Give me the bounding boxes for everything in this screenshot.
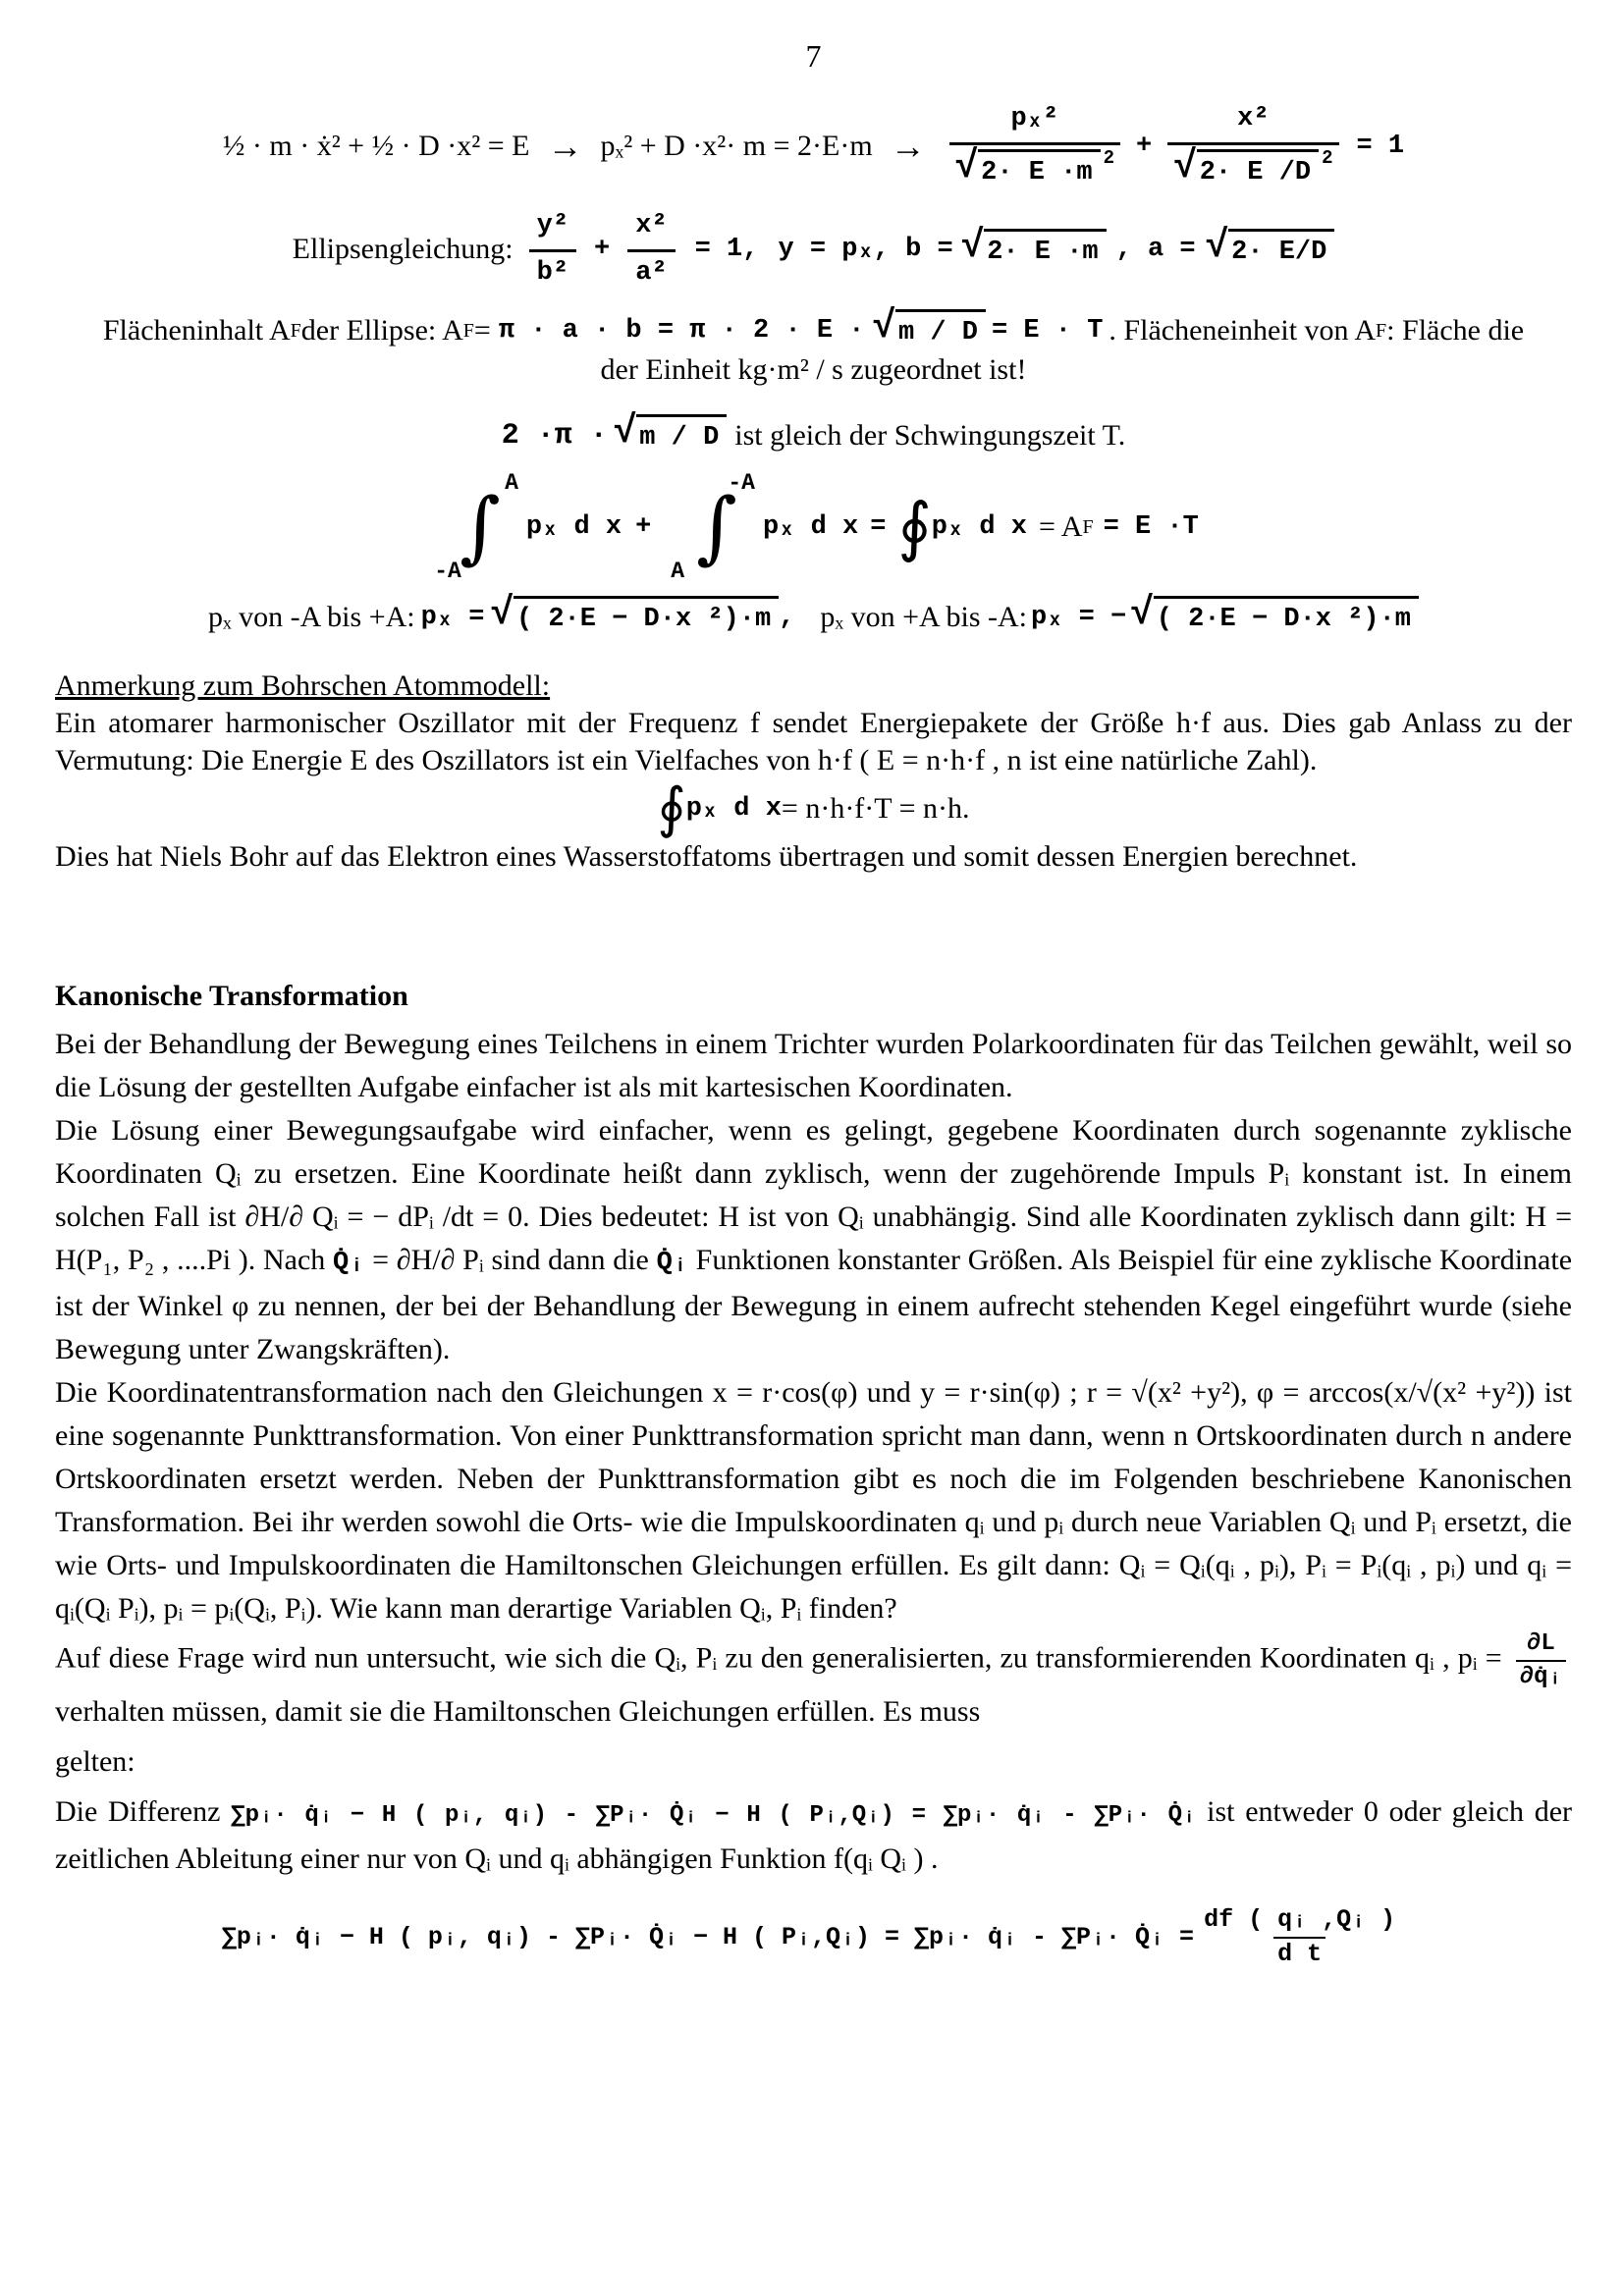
subscript-F: F [290, 319, 301, 342]
area-mono2: = E · T [992, 315, 1104, 346]
difference-formula: ∑pᵢ· q̇ᵢ − H ( pᵢ, qᵢ) - ∑Pᵢ· Q̇ᵢ − H ( Pᵢ,Qᵢ) = ∑pᵢ· q̇ᵢ - ∑Pᵢ· Q̇ᵢ = [221, 1922, 1195, 1951]
canonical-heading: Kanonische Transformation [55, 980, 408, 1012]
formula-action-integral [55, 466, 1572, 588]
integral-1 [434, 466, 520, 588]
y-definition: y = pₓ, b = [778, 235, 953, 264]
fraction-denominator [1167, 142, 1338, 191]
integrand-1: pₓ d x [525, 512, 622, 542]
branch2-label: pₓ von +A bis -A: [820, 600, 1028, 633]
fraction-numerator: df ( qᵢ ,Qᵢ ) [1204, 1905, 1396, 1935]
fraction-numerator: x² [635, 211, 668, 240]
exponent: 2 [1103, 147, 1114, 169]
sqrt-icon: √ [1130, 591, 1154, 635]
fraction-numerator: ∂L [1526, 1630, 1555, 1657]
exponent: 2 [1322, 147, 1333, 169]
sqrt-icon: √ [960, 223, 985, 268]
sqrt-radicand: 2· E /D [1197, 149, 1319, 191]
equals-AF: = A [1039, 510, 1083, 543]
bohr-paragraph-1: Ein atomarer harmonischer Oszillator mit der Frequenz f sendet Energiepakete der Größe h·f aus. Dies gab Anlass zu der Vermutung: Die Energie E des Oszillators ist ein Vielfaches von h·f ( E = n·h·f , n ist eine natürliche Zahl). [55, 707, 1572, 776]
subscript-F: F [462, 319, 474, 342]
quantization-rhs: = n·h·f·T = n·h. [781, 792, 970, 825]
branch1-label: pₓ von -A bis +A: [207, 600, 415, 633]
integral-upper-limit: A [505, 470, 518, 496]
subscript-F: F [1376, 319, 1387, 342]
sqrt-branch1 [490, 591, 779, 638]
bohr-paragraph-2: Dies hat Niels Bohr auf das Elektron eines Wasserstoffatoms übertragen und somit dessen Energien berechnet. [55, 840, 1358, 873]
sqrt-m-d [613, 409, 728, 456]
integral-2 [671, 466, 757, 588]
sqrt-radicand: ( 2·E − D·x ²)·m [1154, 596, 1419, 638]
comma: , [779, 602, 795, 632]
p4-text-a: Auf diese Frage wird nun untersucht, wie sich die Qᵢ, Pᵢ zu den generalisierten, zu transformierenden Koordinaten qᵢ , pᵢ = [55, 1641, 1510, 1675]
sqrt-icon: √ [1173, 144, 1197, 188]
partial-derivative-fraction [1516, 1630, 1566, 1690]
sqrt-a [1205, 223, 1335, 271]
integrand: pₓ d x [685, 794, 782, 824]
period-text: ist gleich der Schwingungszeit T. [734, 418, 1126, 452]
equals-sign: = [870, 512, 887, 542]
equals-one: = 1 [1356, 131, 1405, 161]
formula-bohr-quantization [55, 776, 1572, 840]
area-pre: Flächeninhalt A [102, 313, 291, 347]
integral-lower-limit: A [671, 559, 685, 584]
fraction-denominator: d t [1273, 1937, 1325, 1969]
area-post: . Flächeneinheit von A [1109, 313, 1377, 347]
integral-icon: ∫ [696, 481, 737, 572]
ellipse-label: Ellipsengleichung: [292, 233, 514, 265]
subscript-F: F [1082, 516, 1094, 538]
equals-one: = 1, [694, 235, 759, 264]
integral-icon: ∫ [460, 481, 501, 572]
contour-integral-icon: ∮ [897, 489, 932, 564]
contour-integral-icon: ∮ [657, 776, 686, 840]
formula-area-line2: der Einheit kg·m² / s zugeordnet ist! [600, 353, 1027, 386]
arrow-right-icon: → [890, 126, 926, 166]
sqrt-icon: √ [1205, 223, 1229, 268]
section-canonical [55, 978, 1572, 1969]
a-separator: , a = [1115, 235, 1196, 264]
sqrt-radicand: m / D [636, 414, 727, 456]
area-equals: = [473, 313, 491, 347]
sqrt-expression [954, 144, 1101, 191]
integrand-2: pₓ d x [762, 512, 859, 542]
branch2-lhs: pₓ = − [1031, 602, 1127, 632]
q-dot-token: Q̇ᵢ [333, 1249, 365, 1278]
p5-text-b: ist entweder 0 oder gleich der zeitlichen Ableitung einer nur von Qᵢ und qᵢ abhängigen Funktion f(qᵢ Qᵢ ) . [55, 1795, 1572, 1876]
arrow-right-icon: → [547, 126, 583, 166]
sqrt-icon: √ [490, 591, 514, 635]
fraction-numerator: y² [536, 211, 569, 240]
fraction-px [949, 100, 1120, 191]
formula-ellipse [55, 207, 1572, 292]
df-dt-fraction [1200, 1906, 1399, 1969]
fraction-denominator: ∂q̇ᵢ [1516, 1660, 1566, 1691]
formula-difference-final [55, 1906, 1572, 1969]
area-mid: der Ellipse: A [300, 313, 463, 347]
formula-period [55, 409, 1572, 456]
sqrt-icon: √ [954, 144, 979, 188]
bohr-heading: Anmerkung zum Bohrschen Atommodell: [55, 669, 551, 702]
canonical-paragraph-5 [55, 1790, 1572, 1881]
p2-text-c: Funktionen konstanter Größen. Als Beispiel für eine zyklische Koordinate ist der Winkel φ zu nennen, der bei der Behandlung der Bewegung in einem aufrecht stehenden Kegel eingeführt wurde (siehe Bewegung unter Zwangskräften). [55, 1244, 1573, 1365]
canonical-paragraph-2 [55, 1109, 1572, 1371]
fraction-denominator: a² [627, 249, 675, 292]
energy-mid: pₓ² + D ·x²· m = 2·E·m [600, 129, 873, 162]
sqrt-branch2 [1130, 591, 1419, 638]
energy-lhs: ½ · m · ẋ² + ½ · D ·x² = E [222, 129, 530, 162]
fraction-y-b [529, 207, 576, 292]
sqrt-expression [1173, 144, 1319, 191]
area-mono: π · a · b = π · 2 · E · [498, 315, 865, 346]
branch1-lhs: pₓ = [420, 602, 485, 632]
plus-sign: + [635, 512, 652, 542]
fraction-numerator: x² [1237, 104, 1270, 133]
sqrt-m-d [872, 304, 986, 351]
canonical-paragraph-3: Die Koordinatentransformation nach den Gleichungen x = r·cos(φ) und y = r·sin(φ) ; r = √(x² +y²), φ = arccos(x/√(x² +y²)) ist eine sogenannte Punkttransformation. Von einer Punkttransformation spricht man dann, wenn n Ortskoordinaten durch n andere Ortskoordinaten ersetzt werden. Neben der Punkttransformation gibt es noch die im Folgenden beschriebene Kanonischen Transformation. Bei ihr werden sowohl die Orts- wie die Impulskoordinaten qᵢ und pᵢ durch neue Variablen Qᵢ und Pᵢ ersetzt, die wie Orts- und Impulskoordinaten die Hamiltonschen Gleichungen erfüllen. Es gilt dann: Qᵢ = Qᵢ(qᵢ , pᵢ), Pᵢ = Pᵢ(qᵢ , pᵢ) und qᵢ = qᵢ(Qᵢ Pᵢ), pᵢ = pᵢ(Qᵢ, Pᵢ). Wie kann man derartige Variablen Qᵢ, Pᵢ finden? [55, 1376, 1572, 1625]
difference-formula-inline: ∑pᵢ· q̇ᵢ − H ( pᵢ, qᵢ) - ∑Pᵢ· Q̇ᵢ − H ( Pᵢ,Qᵢ) = ∑pᵢ· q̇ᵢ - ∑Pᵢ· Q̇ᵢ [231, 1802, 1197, 1830]
fraction-x [1167, 100, 1338, 191]
integrand-contour: pₓ d x [931, 512, 1028, 542]
fraction-denominator: b² [529, 249, 576, 292]
area-post2: : Fläche die [1386, 313, 1525, 347]
formula-px-branches [55, 591, 1572, 638]
canonical-paragraph-4 [55, 1630, 1572, 1734]
plus-sign: + [594, 235, 611, 264]
sqrt-radicand: m / D [895, 309, 986, 351]
formula-area [55, 304, 1572, 351]
gelten-line: gelten: [55, 1745, 135, 1779]
fraction-denominator [949, 142, 1120, 191]
sqrt-radicand: 2· E ·m [978, 149, 1100, 191]
equals-ET: = E ·T [1103, 512, 1199, 542]
p5-text-a: Die Differenz [55, 1795, 232, 1829]
section-bohr [55, 667, 1572, 876]
fraction-x-a [627, 207, 675, 292]
p2-text-a: Die Lösung einer Bewegungsaufgabe wird einfacher, wenn es gelingt, gegebene Koordinaten durch sogenannte zyklische Koordinaten Qᵢ zu ersetzen. Eine Koordinate heißt dann zyklisch, wenn der zugehörende Impuls Pᵢ konstant ist. In einem solchen Fall ist ∂H/∂ Qᵢ = − dPᵢ /dt = 0. Dies bedeutet: H ist von Qᵢ unabhängig. Sind alle Koordinaten zyklisch dann gilt: H = H(P₁, P₂ , ....Pi ). Nach [55, 1114, 1572, 1276]
q-dot-token: Q̇ᵢ [656, 1249, 688, 1278]
p4-text-b: verhalten müssen, damit sie die Hamiltonschen Gleichungen erfüllen. Es muss [55, 1695, 981, 1729]
sqrt-icon: √ [613, 409, 637, 454]
fraction-numerator: pₓ² [1010, 104, 1059, 133]
sqrt-radicand: ( 2·E − D·x ²)·m [514, 596, 779, 638]
plus-sign: + [1135, 131, 1153, 161]
p2-text-b: = ∂H/∂ Pᵢ sind dann die [364, 1244, 657, 1276]
sqrt-icon: √ [872, 304, 895, 348]
integral-lower-limit: -A [434, 559, 461, 584]
page-number: 7 [805, 38, 822, 74]
integral-upper-limit: -A [728, 470, 755, 496]
period-mono: 2 ·π · [501, 418, 608, 453]
sqrt-radicand: 2· E/D [1228, 229, 1334, 271]
sqrt-b [960, 223, 1107, 271]
sqrt-radicand: 2· E ·m [984, 229, 1106, 271]
canonical-paragraph-1: Bei der Behandlung der Bewegung eines Teilchens in einem Trichter wurden Polarkoordinaten für das Teilchen gewählt, weil so die Lösung der gestellten Aufgabe einfacher ist als mit kartesischen Koordinaten. [55, 1028, 1572, 1103]
formula-energy [55, 100, 1572, 191]
